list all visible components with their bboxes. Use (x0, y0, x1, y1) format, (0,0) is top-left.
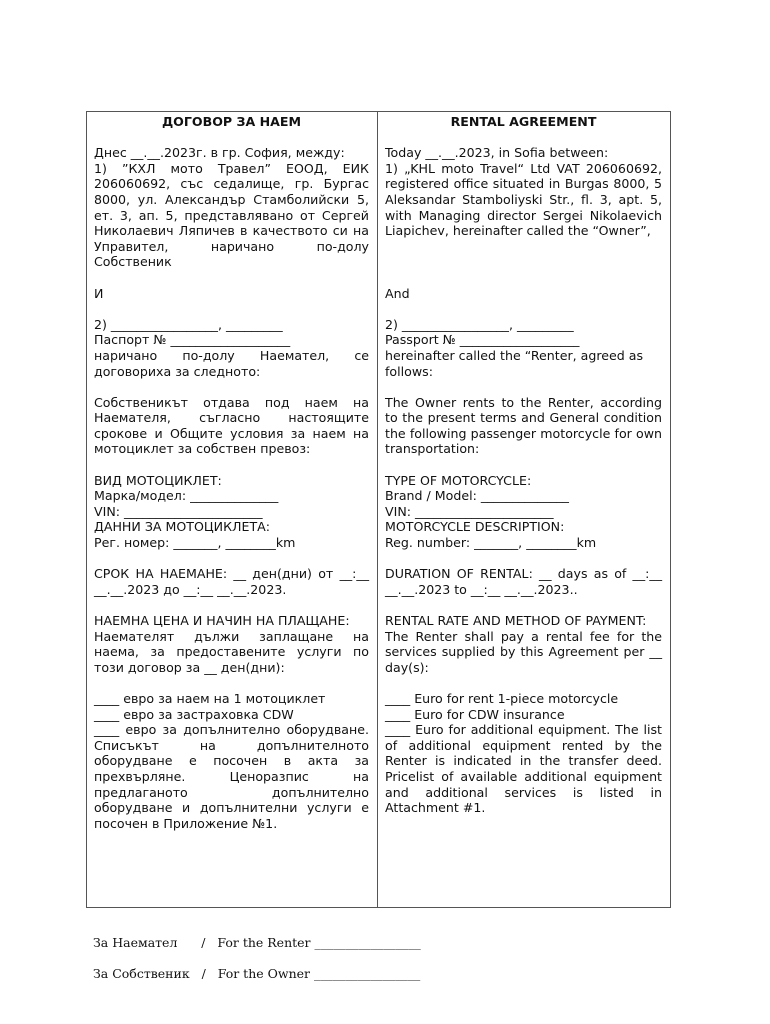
right-brand: Brand / Model: ______________ (385, 488, 569, 504)
contract-table (86, 111, 671, 908)
left-reg-number: Рег. номер: _______, ________km (94, 535, 296, 551)
left-passport: Паспорт № ___________________ (94, 332, 291, 348)
left-intro: Днес __.__.2023г. в гр. София, между: (94, 145, 345, 161)
left-description-heading: ДАННИ ЗА МОТОЦИКЛЕТА: (94, 519, 271, 535)
right-description-heading: MOTORCYCLE DESCRIPTION: (385, 519, 565, 535)
right-intro: Today __.__.2023, in Sofia between: (385, 145, 609, 161)
left-renter-called: наричано по-долу Наемател, се договориха за следното: (94, 347, 369, 379)
right-passport: Passport № ___________________ (385, 332, 580, 348)
right-rental-clause: The Owner rents to the Renter, according to the present terms and General condition the following passenger motorcycle for own transportation: (385, 394, 662, 457)
right-fee-cdw: ____ Euro for CDW insurance (385, 706, 565, 722)
right-and: And (385, 285, 410, 301)
right-party-owner: 1) „KHL moto Travel“ Ltd VAT 206060692, registered office situated in Burgas 8000, 5 Aleksandar Stamboliyski Str., fl. 3, apt. 5, with Managing director Sergei Nikolaevich Liapichev, hereinafter called the “Owner”, (385, 160, 662, 239)
left-duration: СРОК НА НАЕМАНЕ: __ ден(дни) от __:__ __.__.2023 до __:__ __.__.2023. (94, 566, 369, 597)
right-fee-equipment: ____ Euro for additional equipment. The list of additional equipment rented by the Renter is indicated in the transfer deed. Pricelist of available additional equipment and additional services is listed in Attachment #1. (385, 722, 662, 816)
left-rate-text: Наемателят дължи заплащане на наема, за предоставените услуги по този договор за __ ден(дни): (94, 628, 369, 675)
left-fee-rent: ____ евро за наем на 1 мотоциклет (94, 690, 326, 706)
right-title: RENTAL AGREEMENT (450, 114, 597, 129)
left-title: ДОГОВОР ЗА НАЕМ (161, 114, 302, 129)
left-rental-clause: Собственикът отдава под наем на Наемателя, съгласно настоящите срокове и Общите условия за наем на мотоциклет за собствен превоз: (94, 394, 369, 457)
left-fee-equipment: ____ евро за допълнително оборудване. Списъкът на допълнителното оборудване е посочен в акта за прехвърляне. Ценоразпис на предлаганото допълнително оборудване и допълнителни услуги е посочен в Приложение №1. (94, 722, 369, 831)
left-and: И (94, 285, 104, 301)
right-fee-rent: ____ Euro for rent 1-piece motorcycle (385, 690, 619, 706)
right-duration: DURATION OF RENTAL: __ days as of __:__ __.__.2023 to __:__ __.__.2023.. (385, 566, 662, 597)
bulgarian-column (87, 112, 378, 907)
left-fee-cdw: ____ евро за застраховка CDW (94, 706, 294, 722)
right-party-renter: 2) _________________, _________ (385, 316, 574, 332)
left-rate-heading: НАЕМНА ЦЕНА И НАЧИН НА ПЛАЩАНЕ: (94, 613, 350, 628)
right-type-heading: TYPE OF MOTORCYCLE: (385, 472, 532, 488)
renter-signature-line: За Наемател / For the Renter _________________ (93, 935, 421, 950)
left-type-heading: ВИД МОТОЦИКЛЕТ: (94, 472, 222, 488)
right-reg-number: Reg. number: _______, ________km (385, 535, 597, 551)
owner-signature-line: За Собственик / For the Owner _________________ (93, 966, 421, 981)
right-rate-heading: RENTAL RATE AND METHOD OF PAYMENT: (385, 613, 647, 628)
right-vin: VIN: ______________________ (385, 503, 554, 519)
right-rate-text: The Renter shall pay a rental fee for the services supplied by this Agreement per __ day(s): (385, 628, 662, 675)
left-brand: Марка/модел: ______________ (94, 488, 279, 504)
left-party-renter: 2) _________________, _________ (94, 316, 283, 332)
left-vin: VIN: ______________________ (94, 503, 263, 519)
right-renter-called: hereinafter called the “Renter, agreed as follows: (385, 347, 644, 379)
left-party-owner: 1) ”КХЛ мото Травел” ЕООД, ЕИК 206060692, със седалище, гр. Бургас 8000, ул. Александър Стамболийски 5, ет. 3, ап. 5, представлявано от Сергей Николаевич Ляпичев в качеството си на Управител, наричано по-долу Собственик (94, 160, 369, 270)
english-column (378, 112, 670, 907)
